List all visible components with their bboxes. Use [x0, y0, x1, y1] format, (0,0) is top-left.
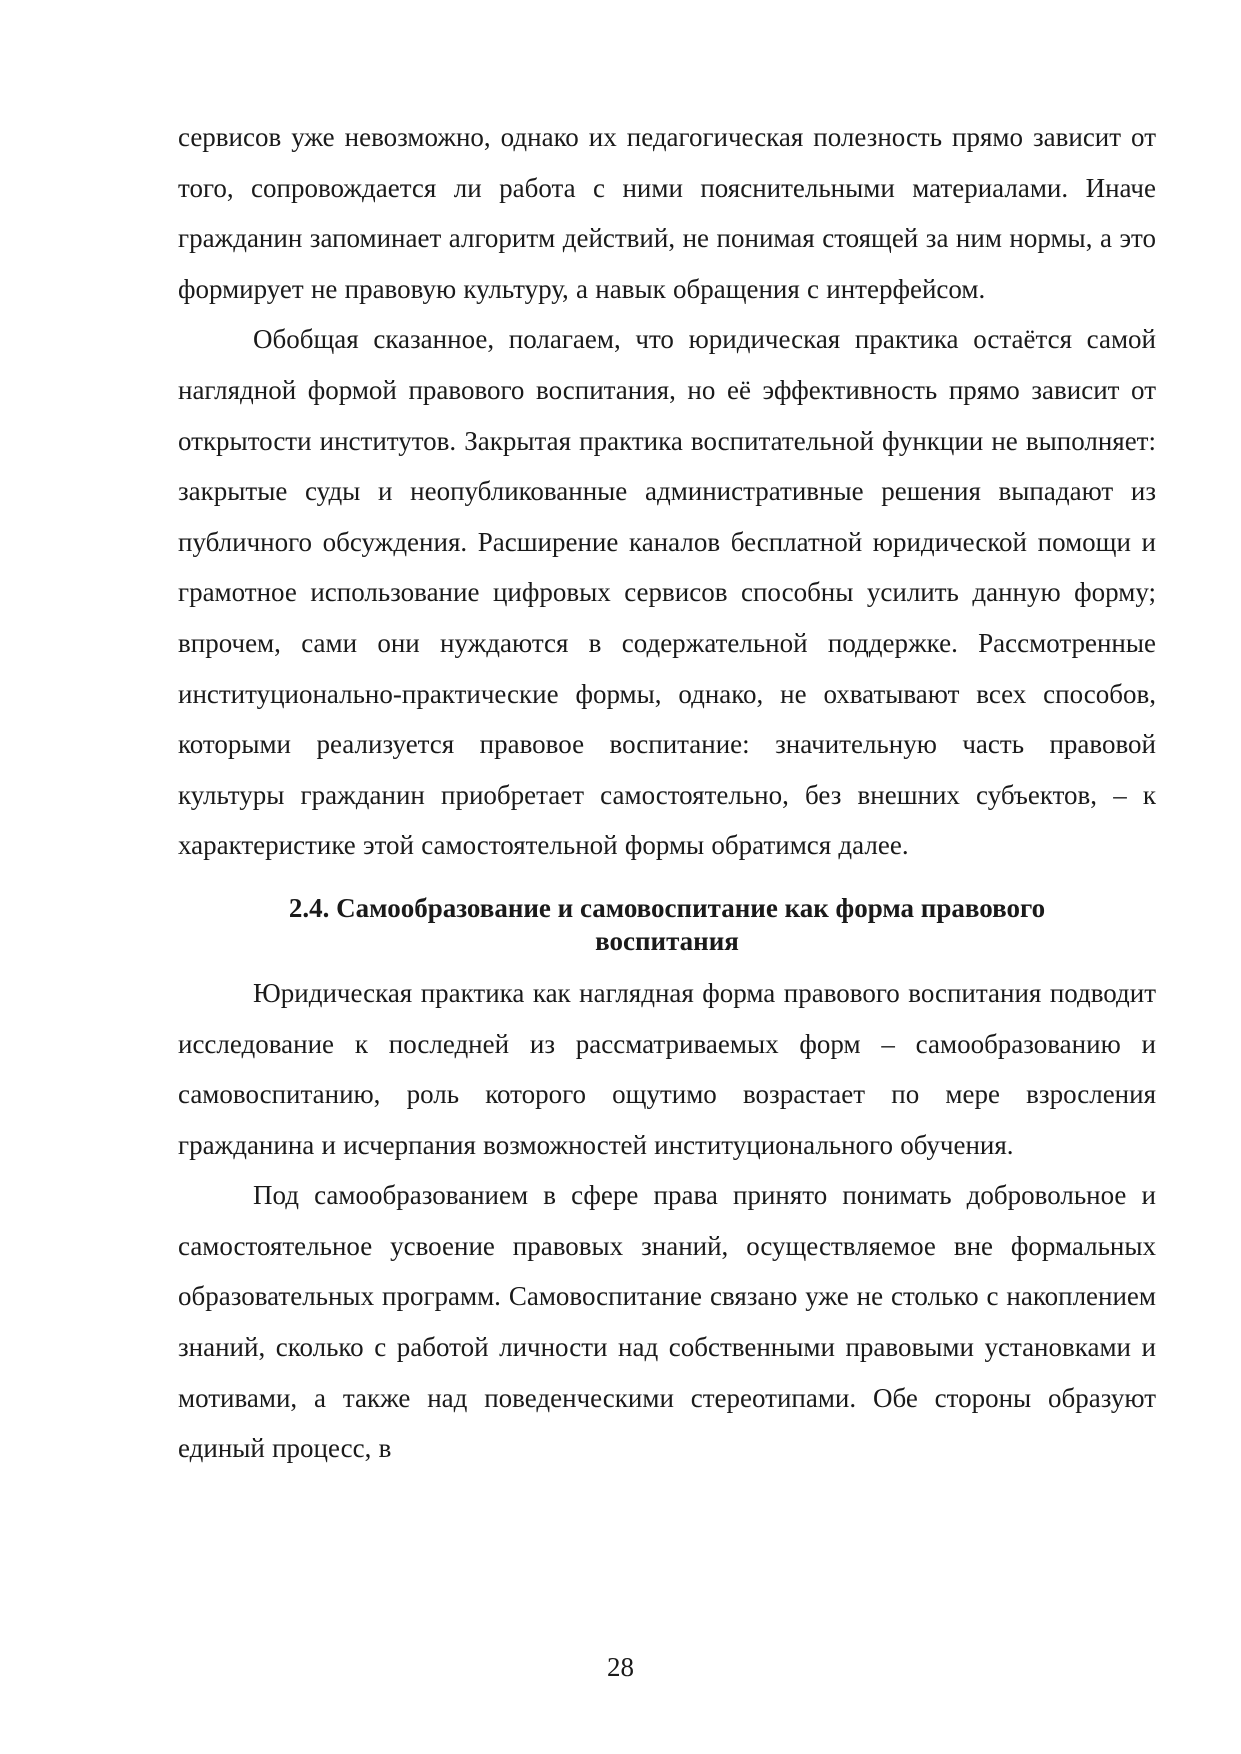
page-number: 28 — [607, 1652, 634, 1682]
paragraph-continued: сервисов уже невозможно, однако их педагогическая полезность прямо зависит от того, сопровождается ли работа с ними пояснительными материалами. Иначе гражданин запоминает алгоритм действий, не понимая стоящей за ним нормы, а это формирует не правовую культуру, а навык обращения с интерфейсом. — [178, 122, 1156, 304]
paragraph-intro: Юридическая практика как наглядная форма правового воспитания подводит исследование к последней из рассматриваемых форм – самообразованию и самовоспитанию, роль которого ощутимо возрастает по мере взросления гражданина и исчерпания возможностей институционального обучения. — [178, 977, 1156, 1160]
paragraph-definition: Под самообразованием в сфере права принято понимать добровольное и самостоятельное усвоение правовых знаний, осуществляемое вне формальных образовательных программ. Самовоспитание связано уже не столько с накоплением знаний, сколько с работой личности над собственными правовыми установками и мотивами, а также над поведенческими стереотипами. Обе стороны образуют единый процесс, в — [178, 1180, 1156, 1464]
document-page — [178, 112, 1156, 1474]
paragraph-summary: Обобщая сказанное, полагаем, что юридическая практика остаётся самой наглядной формой правового воспитания, но её эффективность прямо зависит от открытости институтов. Закрытая практика воспитательной функции не выполняет: закрытые суды и неопубликованные административные решения выпадают из публичного обсуждения. Расширение каналов бесплатной юридической помощи и грамотное использование цифровых сервисов способны усилить данную форму; впрочем, сами они нуждаются в содержательной поддержке. Рассмотренные институционально-практические формы, однако, не охватывают всех способов, которыми реализуется правовое воспитание: значительную часть правовой культуры гражданин приобретает самостоятельно, без внешних субъектов, – к характеристике этой самостоятельной формы обратимся далее. — [178, 324, 1156, 861]
section-heading: 2.4. Самообразование и самовоспитание как форма правового воспитания — [288, 892, 1046, 956]
